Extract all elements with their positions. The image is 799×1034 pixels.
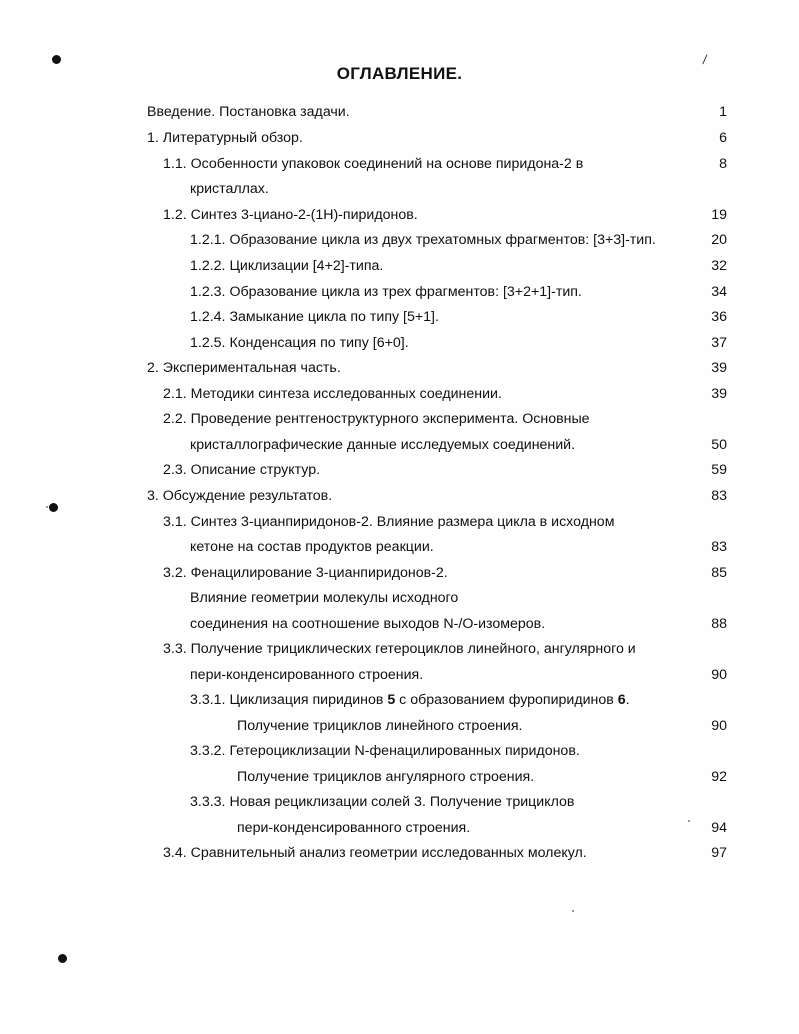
toc-entry-continuation: [190, 589, 458, 607]
toc-entry-text: пери-конденсированного строения.: [237, 820, 471, 836]
toc-entry[interactable]: [147, 487, 332, 505]
toc-entry-text: с образованием фуропиридинов: [395, 692, 618, 708]
toc-entry-text: кетоне на состав продуктов реакции.: [190, 539, 434, 555]
toc-entry-continuation: [237, 717, 522, 735]
toc-page-number: 90: [711, 718, 727, 734]
toc-entry[interactable]: [190, 231, 656, 249]
compound-number: 5: [387, 692, 396, 708]
toc-entry[interactable]: [163, 385, 502, 403]
toc-page-number: 39: [711, 386, 727, 402]
toc-entry[interactable]: [163, 410, 590, 428]
toc-entry-text: 3.2. Фенацилирование 3-цианпиридонов-2.: [163, 565, 448, 581]
toc-entry[interactable]: [163, 206, 418, 224]
toc-entry-text: 3.3.1. Циклизация пиридинов: [190, 692, 388, 708]
toc-entry-text: Влияние геометрии молекулы исходного: [190, 590, 459, 606]
toc-entry-text: Получение трициклов линейного строения.: [237, 718, 523, 734]
toc-page-number: 50: [711, 437, 727, 453]
toc-entry-text: 1.2.1. Образование цикла из двух трехатомных фрагментов: [3+3]-тип.: [190, 232, 656, 248]
toc-entry[interactable]: [147, 103, 350, 121]
toc-entry-text: .: [625, 692, 630, 708]
toc-entry-text: пери-конденсированного строения.: [190, 667, 424, 683]
toc-page-number: 6: [719, 130, 727, 146]
toc-entry[interactable]: [163, 461, 320, 479]
toc-entry[interactable]: [190, 257, 383, 275]
toc-page-number: 92: [711, 769, 727, 785]
toc-page-number: 1: [719, 104, 727, 120]
toc-page-number: 94: [711, 820, 727, 836]
toc-entry[interactable]: [147, 359, 341, 377]
toc-entry-continuation: [237, 819, 470, 837]
corner-mark: /: [701, 52, 708, 67]
toc-entry-text: Введение. Постановка задачи.: [147, 104, 350, 120]
toc-page-number: 20: [711, 232, 727, 248]
toc-page-number: 97: [711, 845, 727, 861]
toc-page-number: 85: [711, 565, 727, 581]
toc-entry-continuation: [190, 666, 423, 684]
toc-entry-continuation: [190, 615, 545, 633]
toc-page-number: 32: [711, 258, 727, 274]
toc-entry-text: 3.1. Синтез 3-цианпиридонов-2. Влияние размера цикла в исходном: [163, 514, 615, 530]
toc-entry[interactable]: [163, 155, 583, 173]
toc-page-number: 59: [711, 462, 727, 478]
toc-entry-text: 3.3. Получение трициклических гетероциклов линейного, ангулярного и: [163, 641, 636, 657]
toc-entry-text: кристаллах.: [190, 181, 269, 197]
toc-entry-text: 1.2.2. Циклизации [4+2]-типа.: [190, 258, 384, 274]
toc-entry[interactable]: [163, 640, 636, 658]
toc-entry-text: 3.3.2. Гетероциклизации N-фенацилированных пиридонов.: [190, 743, 580, 759]
toc-entry-text: 1.2.5. Конденсация по типу [6+0].: [190, 335, 409, 351]
toc-page-number: 90: [711, 667, 727, 683]
toc-page-number: 83: [711, 539, 727, 555]
toc-page-number: 36: [711, 309, 727, 325]
toc-page-number: 19: [711, 207, 727, 223]
toc-entry-continuation: [190, 180, 269, 198]
toc-page-number: 83: [711, 488, 727, 504]
toc-entry-text: 2.2. Проведение рентгеноструктурного эксперимента. Основные: [163, 411, 590, 427]
page-title: ОГЛАВЛЕНИЕ.: [336, 64, 463, 83]
toc-entry-text: Получение трициклов ангулярного строения.: [237, 769, 535, 785]
toc-entry-text: 1.2. Синтез 3-циано-2-(1H)-пиридонов.: [163, 207, 418, 223]
toc-entry-text: 3.4. Сравнительный анализ геометрии исследованных молекул.: [163, 845, 587, 861]
toc-page-number: 34: [711, 284, 727, 300]
toc-entry[interactable]: [163, 513, 614, 531]
toc-entry-text: 1. Литературный обзор.: [147, 130, 303, 146]
toc-entry-text: 3.3.3. Новая рециклизации солей 3. Получение трициклов: [190, 794, 575, 810]
toc-entry-text: 1.1. Особенности упаковок соединений на основе пиридона-2 в: [163, 156, 584, 172]
toc-entry-text: 3. Обсуждение результатов.: [147, 488, 333, 504]
toc-entry-text: 1.2.3. Образование цикла из трех фрагментов: [3+2+1]-тип.: [190, 284, 582, 300]
toc-entry[interactable]: [190, 793, 574, 811]
toc-entry-text: соединения на соотношение выходов N-/O-изомеров.: [190, 616, 546, 632]
toc-entry[interactable]: [190, 283, 582, 301]
toc-entry[interactable]: [147, 129, 303, 147]
toc-entry-continuation: [237, 768, 534, 786]
toc-entry[interactable]: [190, 308, 439, 326]
toc-entry[interactable]: [163, 844, 587, 862]
toc-page-number: 37: [711, 335, 727, 351]
toc-entry[interactable]: [190, 691, 630, 709]
toc-entry-text: 1.2.4. Замыкание цикла по типу [5+1].: [190, 309, 439, 325]
toc-entry-text: 2. Экспериментальная часть.: [147, 360, 341, 376]
toc-page-number: 88: [711, 616, 727, 632]
toc-entry[interactable]: [190, 334, 409, 352]
toc-entry-text: 2.1. Методики синтеза исследованных соединении.: [163, 386, 502, 402]
toc-entry[interactable]: [190, 742, 580, 760]
toc-entry[interactable]: [163, 564, 448, 582]
toc-entry-continuation: [190, 436, 575, 454]
toc-entry-continuation: [190, 538, 434, 556]
toc-entry-text: кристаллографические данные исследуемых соединений.: [190, 437, 576, 453]
toc-entry-text: 2.3. Описание структур.: [163, 462, 321, 478]
compound-number: 6: [617, 692, 626, 708]
toc-page-number: 8: [719, 156, 727, 172]
toc-page-number: 39: [711, 360, 727, 376]
